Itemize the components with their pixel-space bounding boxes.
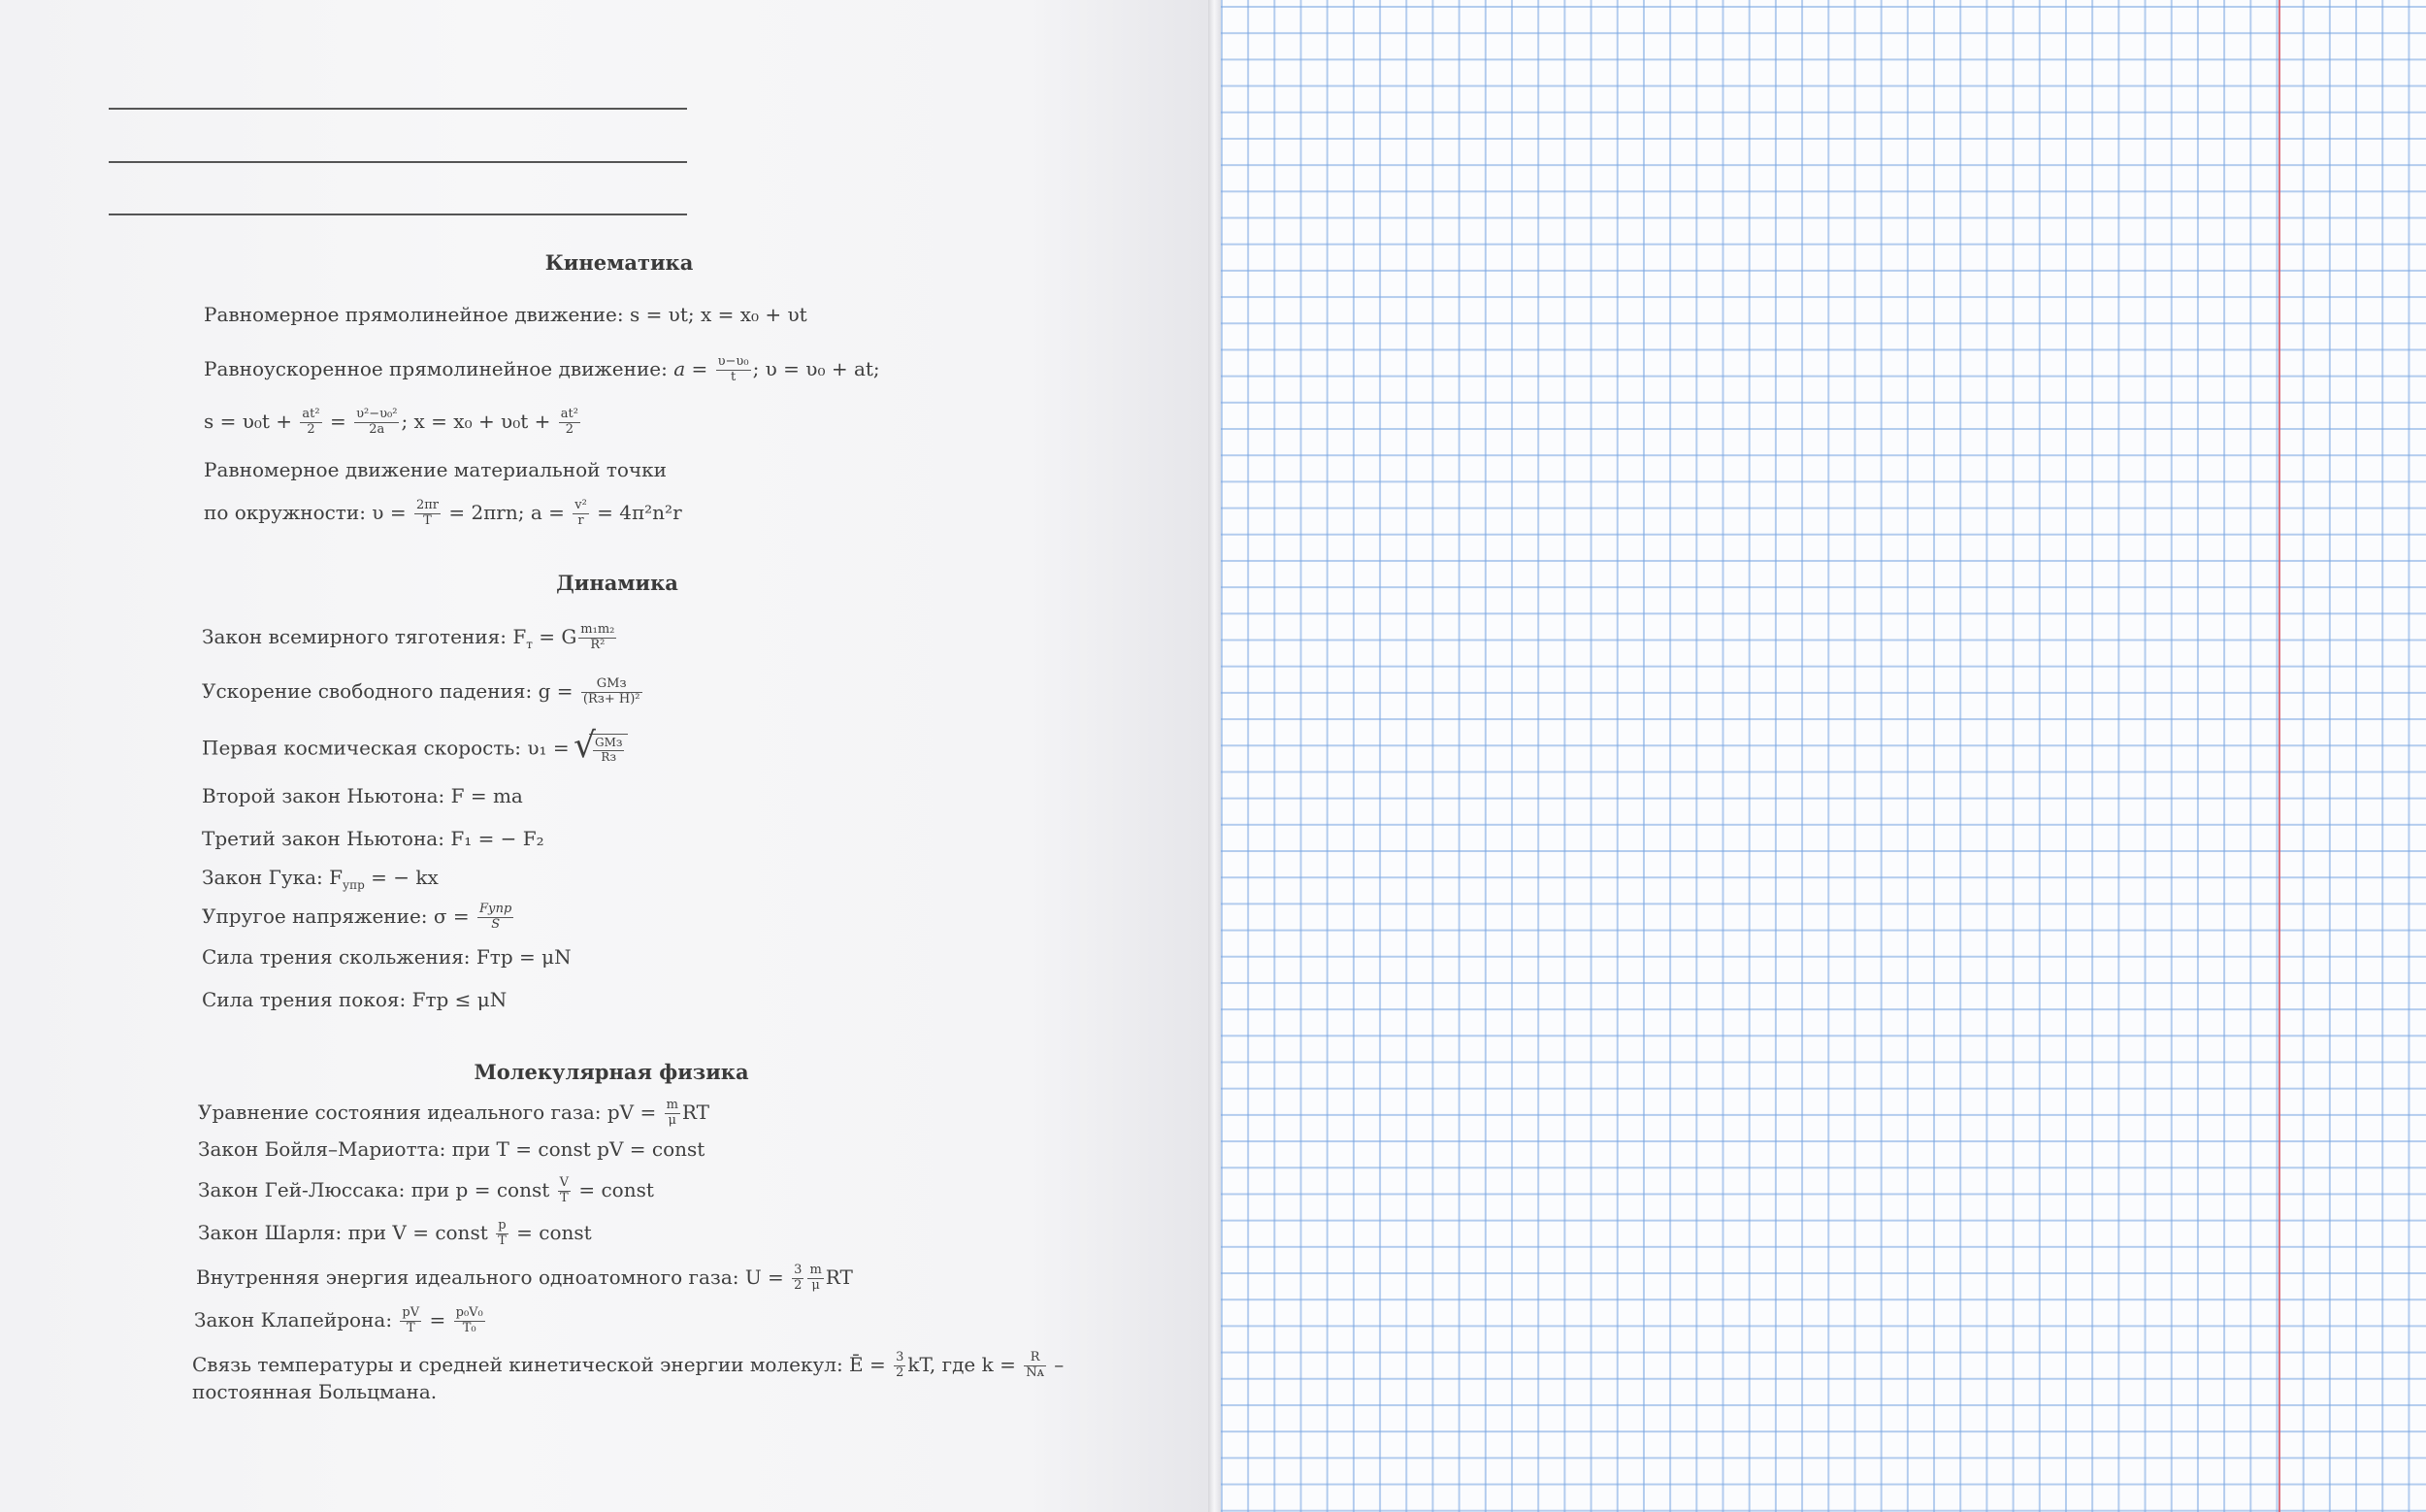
grid-page <box>1221 0 2426 1512</box>
fraction <box>716 355 751 385</box>
square-root <box>589 734 628 765</box>
text: = 4π²n²r <box>590 500 682 524</box>
kinematics-uniform-motion: Равномерное прямолинейное движение: s = υt; x = x₀ + υt <box>204 303 807 326</box>
denominator: T <box>559 1190 569 1205</box>
numerator: pV <box>402 1305 420 1320</box>
text: Закон Гука: F <box>202 866 344 889</box>
fraction <box>792 1264 803 1294</box>
notebook-spine <box>1208 0 1222 1512</box>
dynamics-newton-third: Третий закон Ньютона: F₁ = − F₂ <box>202 827 544 850</box>
denominator: T <box>498 1233 507 1248</box>
kinematics-displacement <box>204 408 582 438</box>
fraction <box>593 737 624 765</box>
text: RT <box>825 1265 853 1289</box>
signature-line-1 <box>109 108 687 110</box>
denominator: T <box>423 512 432 528</box>
text: Закон всемирного тяготения: F <box>202 624 527 648</box>
numerator: m <box>809 1263 822 1277</box>
text: Ускорение свободного падения: g = <box>202 678 579 703</box>
text: Закон Шарля: при V = const <box>198 1220 495 1244</box>
text: ; x = x₀ + υ₀t + <box>401 409 557 433</box>
numerator: √ GMз <box>595 736 623 749</box>
denominator: r <box>577 512 584 528</box>
text: a = <box>673 356 714 380</box>
kinematics-accelerated-motion <box>204 355 880 385</box>
fraction <box>400 1306 421 1336</box>
text: Первая космическая скорость: υ₁ = <box>202 736 576 760</box>
numerator: 3 <box>794 1263 803 1277</box>
molecular-charles <box>198 1219 592 1249</box>
text: = <box>323 409 353 433</box>
numerator: m <box>666 1098 678 1112</box>
denominator: 2a <box>369 421 385 437</box>
denominator: T₀ <box>462 1320 476 1335</box>
cover-inner-page <box>0 0 1208 1512</box>
numerator: V <box>559 1175 569 1190</box>
text: kT, где k = <box>907 1352 1023 1376</box>
fraction <box>477 903 513 933</box>
numerator: 2πr <box>415 498 439 512</box>
denominator: μ <box>811 1277 820 1293</box>
denominator: μ <box>668 1112 676 1128</box>
fraction <box>414 499 441 529</box>
fraction <box>558 1176 571 1206</box>
fraction <box>354 408 399 438</box>
dynamics-sliding-friction: Сила трения скольжения: Fтр = μN <box>202 945 572 969</box>
fraction <box>496 1219 508 1249</box>
numerator: at² <box>560 407 578 421</box>
text: RT <box>681 1100 709 1124</box>
text: по окружности: υ = <box>204 500 412 524</box>
kinematics-heading: Кинематика <box>544 250 694 275</box>
text: Упругое напряжение: σ = <box>202 904 476 928</box>
numerator: υ−υ₀ <box>717 354 749 369</box>
text: = − kx <box>364 866 439 889</box>
denominator: S <box>491 916 501 932</box>
denominator: 2 <box>307 421 315 437</box>
text: т <box>526 637 533 651</box>
molecular-heading: Молекулярная физика <box>474 1060 749 1084</box>
fraction <box>559 408 580 438</box>
denominator: T <box>406 1320 415 1335</box>
dynamics-static-friction: Сила трения покоя: Fтр ≤ μN <box>202 988 508 1011</box>
dynamics-newton-second: Второй закон Ньютона: F = ma <box>202 784 523 807</box>
molecular-internal-energy <box>196 1264 853 1294</box>
numerator: Fупр <box>479 902 512 916</box>
dynamics-hooke <box>202 868 439 891</box>
dynamics-first-cosmic-velocity <box>202 734 628 765</box>
denominator: Rз <box>601 749 617 764</box>
denominator: Nᴀ <box>1026 1364 1044 1380</box>
molecular-gay-lussac <box>198 1176 654 1206</box>
text: Связь температуры и средней кинетической энергии молекул: Ē = <box>192 1352 893 1376</box>
text: Равноускоренное прямолинейное движение: <box>204 356 674 380</box>
text: = G <box>532 624 577 648</box>
fraction <box>1024 1351 1046 1381</box>
text: Закон Гей-Люссака: при p = const <box>198 1177 556 1201</box>
kinematics-circular-motion <box>204 499 682 529</box>
text: Уравнение состояния идеального газа: pV = <box>198 1100 663 1124</box>
margin-line <box>2278 0 2280 1512</box>
numerator: GMз <box>581 677 642 693</box>
molecular-clapeyron <box>194 1306 487 1336</box>
denominator: R² <box>590 637 606 652</box>
denominator: 2 <box>794 1277 803 1293</box>
text: s = υ₀t + <box>204 409 299 433</box>
denominator: 2 <box>896 1364 904 1380</box>
dynamics-elastic-stress <box>202 903 515 933</box>
kinematics-circular-motion-label: Равномерное движение материальной точки <box>204 458 668 481</box>
numerator: R <box>1024 1351 1046 1366</box>
text: = 2πrn; a = <box>442 500 572 524</box>
text: = const <box>573 1177 654 1201</box>
numerator: m₁m₂ <box>580 622 615 637</box>
fraction <box>578 623 616 653</box>
molecular-kinetic-energy <box>192 1351 1064 1381</box>
dynamics-free-fall <box>202 677 644 707</box>
numerator: p <box>496 1219 508 1234</box>
text: = <box>423 1307 452 1331</box>
numerator: p₀V₀ <box>455 1305 483 1320</box>
fraction <box>894 1351 905 1381</box>
text: ; υ = υ₀ + at; <box>752 356 880 380</box>
text: = const <box>509 1220 592 1244</box>
fraction <box>454 1306 485 1336</box>
molecular-boltzmann-note: постоянная Больцмана. <box>192 1380 438 1403</box>
fraction <box>573 499 589 529</box>
numerator: 3 <box>896 1350 904 1364</box>
dynamics-gravitation <box>202 623 618 653</box>
numerator: υ²−υ₀² <box>356 407 398 421</box>
signature-line-3 <box>109 214 687 215</box>
text: Закон Клапейрона: <box>194 1307 399 1331</box>
text: Внутренняя энергия идеального одноатомного газа: U = <box>196 1265 791 1289</box>
text: – <box>1047 1352 1065 1376</box>
molecular-boyle-mariotte: Закон Бойля–Мариотта: при T = const pV = const <box>198 1137 705 1161</box>
fraction <box>665 1099 680 1129</box>
dynamics-heading: Динамика <box>556 571 678 595</box>
fraction <box>300 408 321 438</box>
signature-line-2 <box>109 161 687 163</box>
fraction <box>807 1264 823 1294</box>
fraction <box>581 677 642 707</box>
numerator: v² <box>574 498 587 512</box>
numerator: at² <box>302 407 320 421</box>
denominator: 2 <box>565 421 574 437</box>
text: упр <box>343 878 365 892</box>
denominator: t <box>730 369 737 384</box>
molecular-ideal-gas <box>198 1099 709 1129</box>
denominator: (Rз+ H)² <box>582 691 640 707</box>
